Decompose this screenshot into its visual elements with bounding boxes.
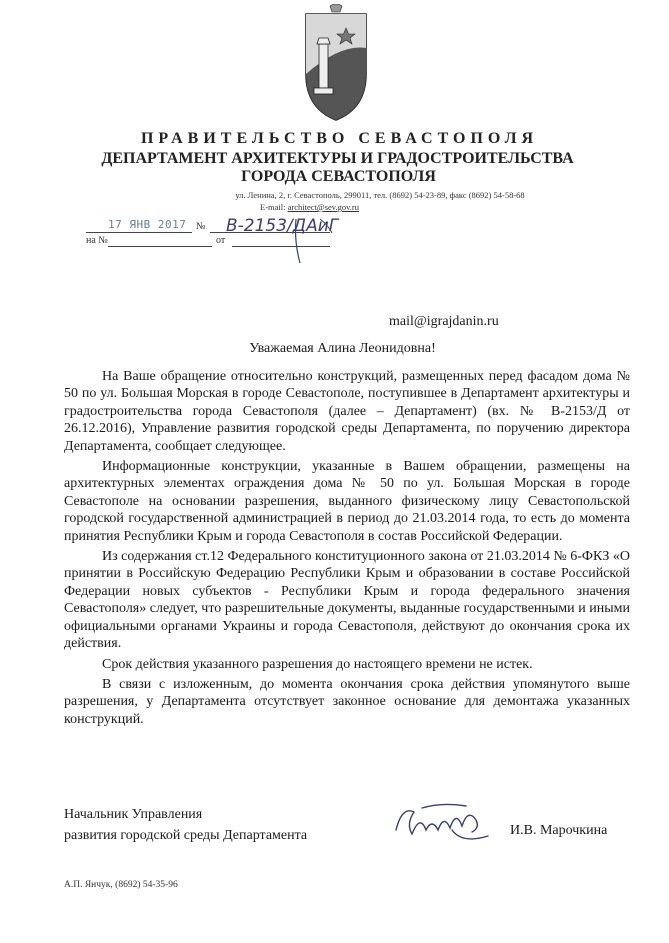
handwritten-number: [224, 213, 364, 265]
from-label: от: [216, 235, 226, 246]
org-city-title: ГОРОДА СЕВАСТОПОЛЯ: [241, 168, 436, 185]
org-email-line: [260, 202, 359, 212]
handwritten-number-text: В-2153/ДАиГ: [226, 216, 339, 236]
letter-body: [64, 368, 630, 731]
paragraph-1: На Ваше обращение относительно конструкций, размещенных перед фасадом дома № 50 по ул. Большая Морская в городе Севастополе, поступившее в Департамент архитектуры и градостроительства города Севастополя (далее – Департамент) (вх. № В-2153/Д от 26.12.2016), Управление развития городской среды Департамента, по поручению директора Департамента, сообщает следующее.: [64, 369, 630, 454]
date-underline: [86, 232, 192, 233]
date-stamp: 17 ЯНВ 2017: [108, 218, 187, 231]
paragraph-2: Информационные конструкции, указанные в Вашем обращении, размещены на архитектурных элементах ограждения дома № 50 по ул. Большая Морская в городе Севастополе на основании разрешения, выданного физическому лицу Севастопольской городской государственной администрацией в период до 21.03.2014 года, то есть до момента принятия Республики Крым и города Севастополя в состав Российской Федерации.: [64, 459, 630, 544]
org-department-title: ДЕПАРТАМЕНТ АРХИТЕКТУРЫ И ГРАДОСТРОИТЕЛЬСТВА: [101, 150, 574, 167]
handwritten-signature: [392, 800, 492, 848]
signatory-title-line-2: развития городской среды Департамента: [64, 828, 308, 843]
org-contacts: ул. Ленина, 2, г. Севастополь, 299011, тел. (8692) 54-23-89, факс (8692) 54-58-68: [235, 190, 525, 200]
sevastopol-coat-of-arms-icon: [300, 4, 372, 122]
number-label: №: [196, 221, 206, 232]
paragraph-4: Срок действия указанного разрешения до настоящего времени не истек.: [102, 656, 533, 672]
paragraph-3: Из содержания ст.12 Федерального конституционного закона от 21.03.2014 № 6-ФКЗ «О принятии в Российскую Федерацию Республики Крым и образовании в составе Российской Федерации новых субъектов - Республики Крым и города федерального значения Севастополя» следует, что разрешительные документы, выданные государственными и иными официальными органами Украины и города Севастополя, действуют до окончания срока их действия.: [64, 549, 630, 652]
signatory-title-line-1: Начальник Управления: [64, 807, 203, 822]
reference-underline: [108, 246, 212, 247]
reference-label: на №: [86, 235, 108, 246]
from-underline: [232, 246, 330, 247]
salutation: Уважаемая Алина Леонидовна!: [249, 341, 436, 356]
paragraph-5: В связи с изложенным, до момента окончания срока действия упомянутого выше разрешения, у Департамента отсутствует законное основание для демонтажа указанных конструкций.: [64, 676, 630, 727]
org-government-title: ПРАВИТЕЛЬСТВО СЕВАСТОПОЛЯ: [140, 130, 539, 147]
addressee-email: mail@igrajdanin.ru: [389, 314, 499, 329]
executor-contact: А.П. Янчук, (8692) 54-35-96: [64, 880, 178, 890]
signatory-title: [64, 804, 307, 846]
email-link[interactable]: architect@sev.gov.ru: [287, 202, 360, 212]
signatory-name: И.В. Марочкина: [510, 823, 608, 838]
email-label: E-mail:: [260, 202, 288, 212]
